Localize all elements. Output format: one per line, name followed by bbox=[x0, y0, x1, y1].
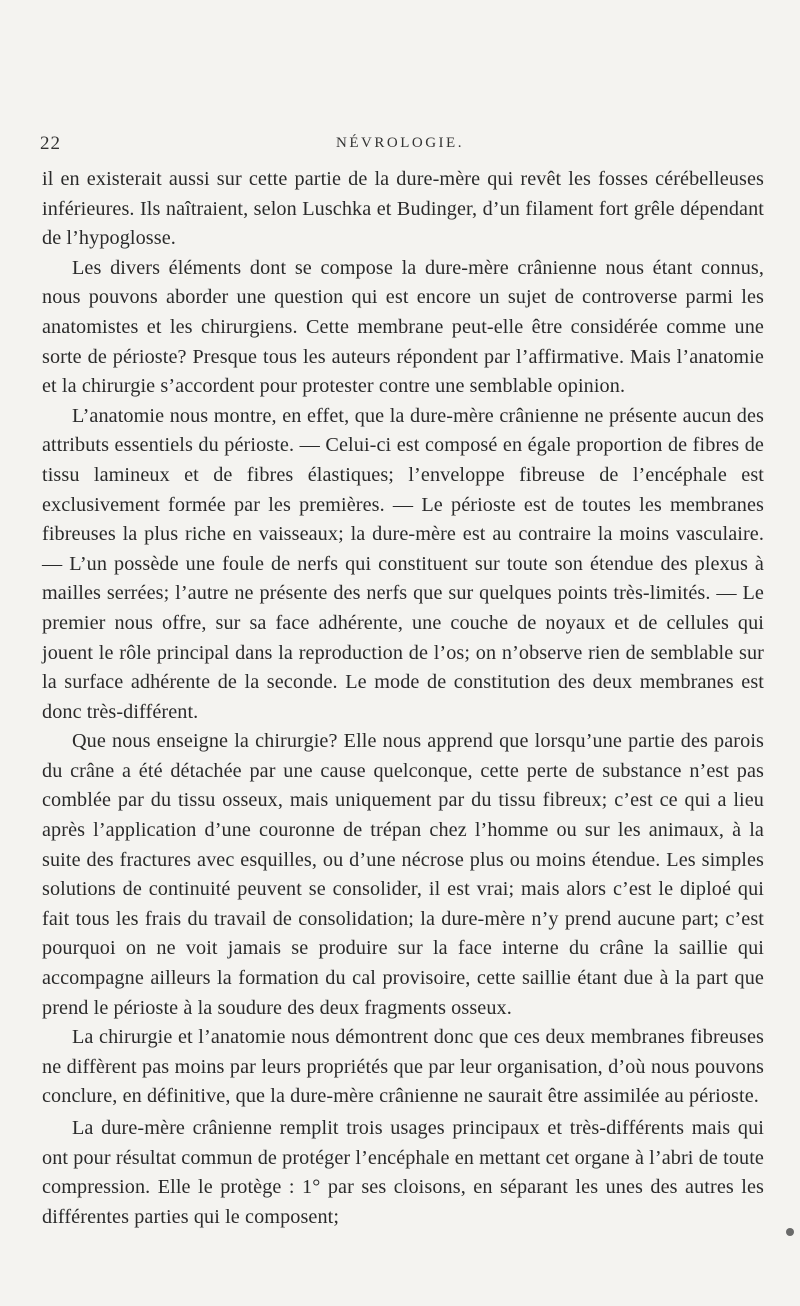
paragraph-conclusion: La chirurgie et l’anatomie nous démontrent donc que ces deux membranes fibreuses ne diffèrent pas moins par leurs propriétés que par leur organisation, d’où nous pouvons conclure, en définitive, que la dure-mère crânienne ne saurait être assimilée au périoste. bbox=[42, 1026, 764, 1108]
paragraph-periosteum-question: Les divers éléments dont se compose la dure-mère crânienne nous étant connus, nous pouvons aborder une question qui est encore un sujet de controverse parmi les anatomistes et les chirurgiens. Cette membrane peut-elle être considérée comme une sorte de périoste? Presque tous les auteurs répondent par l’affirmative. Mais l’anatomie et la chirurgie s’accordent pour protester contre une semblable opinion. bbox=[42, 256, 764, 398]
margin-dot bbox=[786, 1228, 794, 1236]
paragraph-usages: La dure-mère crânienne remplit trois usages principaux et très-différents mais qui ont pour résultat commun de protéger l’encéphale en mettant cet organe à l’abri de toute compression. Elle le protège : 1° par ses cloisons, en séparant les unes des autres les différentes parties qui le composent; bbox=[42, 1117, 764, 1228]
running-title: NÉVROLOGIE. bbox=[336, 135, 464, 151]
body-text bbox=[42, 165, 764, 1232]
paragraph-anatomy: L’anatomie nous montre, en effet, que la dure-mère crânienne ne présente aucun des attributs essentiels du périoste. — Celui-ci est composé en égale proportion de fibres de tissu lamineux et de fibres élastiques; l’enveloppe fibreuse de l’encéphale est exclusivement formée par les premières. — Le périoste est de toutes les membranes fibreuses la plus riche en vaisseaux; la dure-mère est au contraire la moins vasculaire. — L’un possède une foule de nerfs qui constituent sur toute son étendue des plexus à mailles serrées; l’autre ne présente des nerfs que sur quelques points très-limités. — Le premier nous offre, sur sa face adhérente, une couche de noyaux et de cellules qui jouent le rôle principal dans la reproduction de l’os; on n’observe rien de semblable sur la surface adhérente de la seconde. Le mode de constitution des deux membranes est donc très-différent. bbox=[42, 404, 764, 723]
page-number: 22 bbox=[40, 133, 61, 154]
paragraph-continuation: il en existerait aussi sur cette partie de la dure-mère qui revêt les fosses cérébelleuses inférieures. Ils naîtraient, selon Luschka et Budinger, d’un filament fort grêle dépendant de l’hypoglosse. bbox=[42, 168, 764, 250]
paragraph-surgery: Que nous enseigne la chirurgie? Elle nous apprend que lorsqu’une partie des parois du crâne a été détachée par une cause quelconque, cette perte de substance n’est pas comblée par du tissu osseux, mais uniquement par du tissu fibreux; c’est ce qui a lieu après l’application d’une couronne de trépan chez l’homme ou sur les animaux, à la suite des fractures avec esquilles, ou d’une nécrose plus ou moins étendue. Les simples solutions de continuité peuvent se consolider, il est vrai; mais alors c’est le diploé qui fait tous les frais du travail de consolidation; la dure-mère n’y prend aucune part; c’est pourquoi on ne voit jamais se produire sur la face interne du crâne la saillie qui accompagne ailleurs la formation du cal provisoire, cette saillie étant due à la part que prend le périoste à la soudure des deux fragments osseux. bbox=[42, 730, 764, 1019]
